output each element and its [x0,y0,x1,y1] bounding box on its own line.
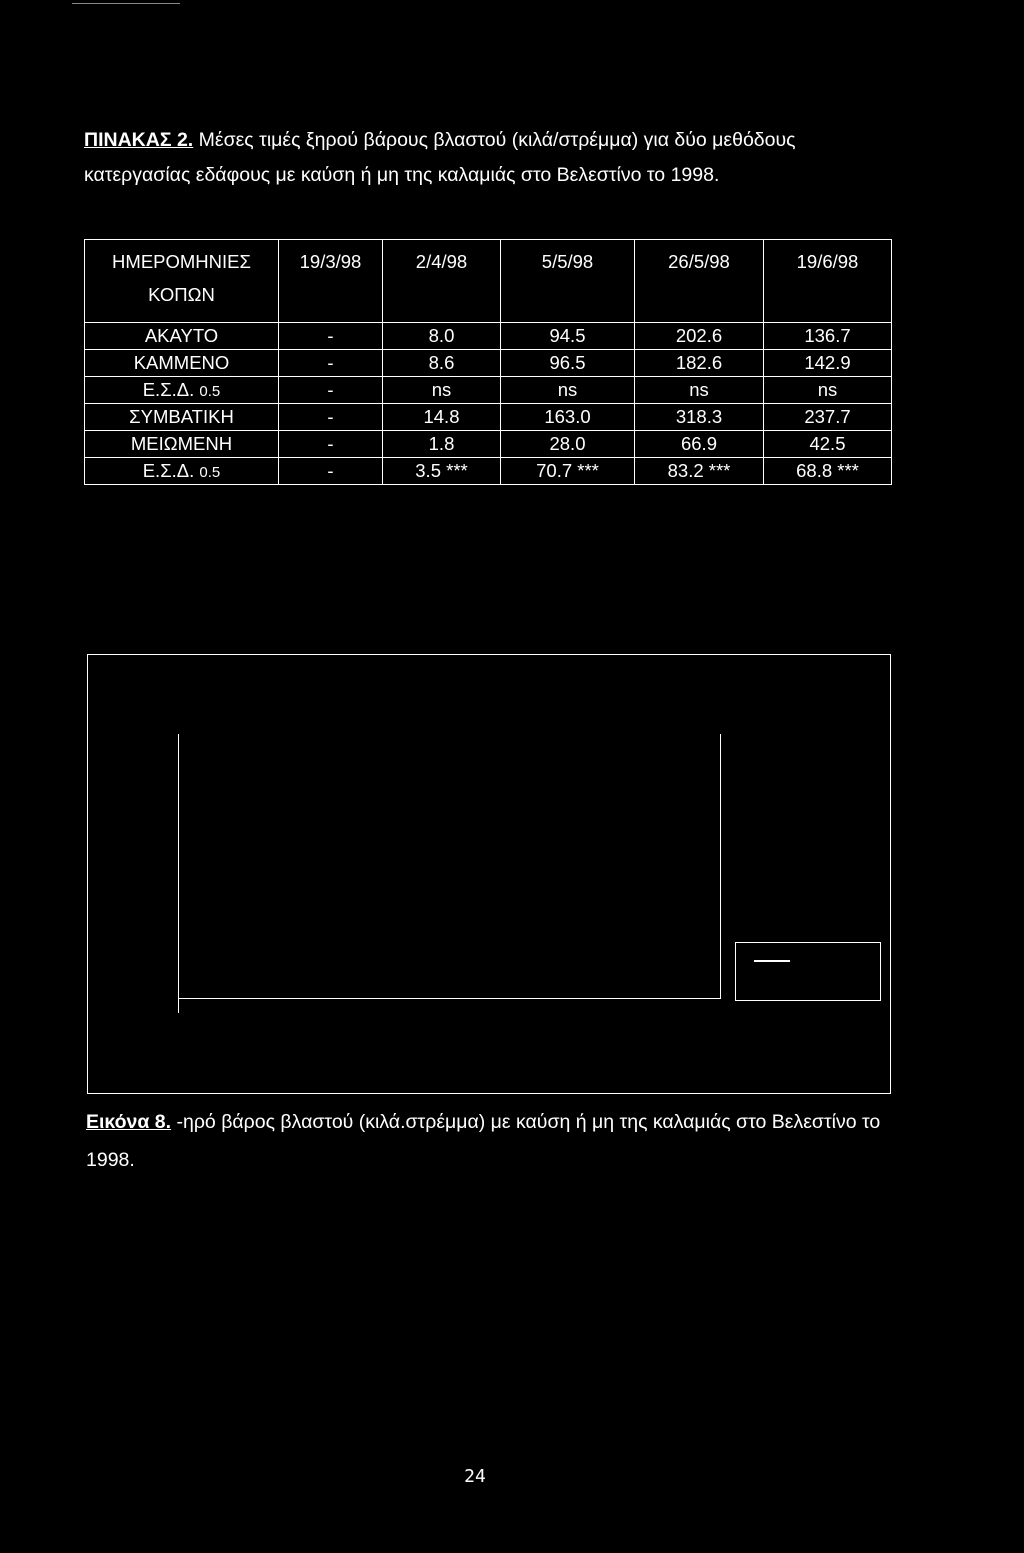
table-cell: 318.3 [635,404,764,431]
figure-caption [86,1103,906,1179]
table-cell: 70.7 *** [501,458,635,485]
table-cell: - [279,404,383,431]
table-caption [84,123,904,193]
table-cell: ns [635,377,764,404]
row-label: ΜΕΙΩΜΕΝΗ [85,431,279,458]
legend-swatch [754,960,790,962]
table-cell: - [279,431,383,458]
table-cell: - [279,350,383,377]
table-cell: 96.5 [501,350,635,377]
row-label: ΑΚΑΥΤΟ [85,323,279,350]
header-cell-dates [85,240,279,323]
table-row [85,431,892,458]
table-cell: 94.5 [501,323,635,350]
table-cell: 83.2 *** [635,458,764,485]
row-label-subscript: 0.5 [199,383,221,400]
table-cell: - [279,458,383,485]
row-label [85,458,279,485]
header-line-2: ΚΟΠΩΝ [148,284,215,305]
header-date-cell: 2/4/98 [383,240,501,323]
data-table [84,239,892,485]
table-cell: 8.0 [383,323,501,350]
table-row [85,377,892,404]
table-row [85,323,892,350]
table-cell: 14.8 [383,404,501,431]
row-label: ΚΑΜΜΕΝΟ [85,350,279,377]
table-cell: ns [501,377,635,404]
legend-box [735,942,881,1001]
header-date-cell: 5/5/98 [501,240,635,323]
row-label-subscript: 0.5 [199,464,221,481]
figure-caption-text: -ηρό βάρος βλαστού (κιλά.στρέμμα) με καύση ή μη της καλαμιάς στο Βελεστίνο το 1998. [86,1111,881,1171]
plot-area [178,734,721,999]
table-cell: ns [383,377,501,404]
table-cell: 136.7 [764,323,892,350]
table-cell: 42.5 [764,431,892,458]
table-cell: 28.0 [501,431,635,458]
table-cell: - [279,377,383,404]
table-cell: 237.7 [764,404,892,431]
row-label-main: Ε.Σ.Δ. [142,460,195,481]
table-cell: 202.6 [635,323,764,350]
table-cell: ns [764,377,892,404]
axis-tick [178,999,179,1013]
row-label-main: Ε.Σ.Δ. [142,379,195,400]
header-line-1: ΗΜΕΡΟΜΗΝΙΕΣ [112,251,251,272]
table-cell: - [279,323,383,350]
table-cell: 68.8 *** [764,458,892,485]
row-label: ΣΥΜΒΑΤΙΚΗ [85,404,279,431]
table-cell: 8.6 [383,350,501,377]
table-cell: 163.0 [501,404,635,431]
table-cell: 1.8 [383,431,501,458]
page-number: 24 [464,1466,486,1487]
table-row [85,350,892,377]
table-cell: 66.9 [635,431,764,458]
header-date-cell: 19/6/98 [764,240,892,323]
figure-caption-label: Εικόνα 8. [86,1111,172,1133]
top-rule [72,3,180,4]
table-row [85,458,892,485]
table-cell: 3.5 *** [383,458,501,485]
header-date-cell: 26/5/98 [635,240,764,323]
table-row [85,404,892,431]
table-caption-text: Μέσες τιμές ξηρού βάρους βλαστού (κιλά/στρέμμα) για δύο μεθόδους κατεργασίας εδάφους με καύση ή μη της καλαμιάς στο Βελεστίνο το 1998. [84,129,796,186]
table-header-row [85,240,892,323]
table-cell: 142.9 [764,350,892,377]
header-date-cell: 19/3/98 [279,240,383,323]
table-cell: 182.6 [635,350,764,377]
row-label [85,377,279,404]
table-caption-label: ΠΙΝΑΚΑΣ 2. [84,129,194,151]
